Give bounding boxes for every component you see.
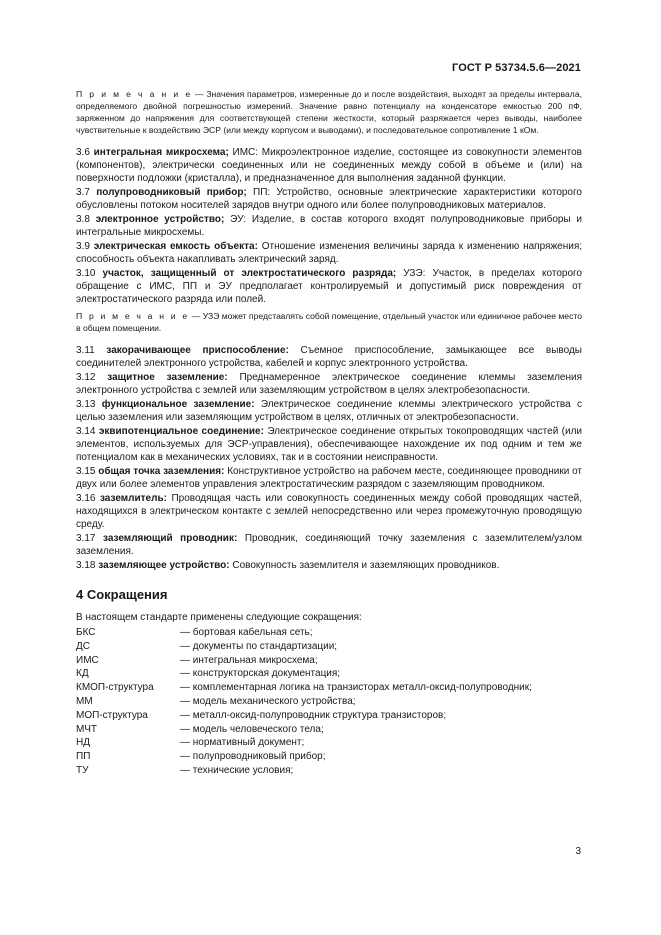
note-2	[76, 310, 582, 334]
abbreviation-row	[76, 736, 532, 750]
definition-item	[76, 465, 582, 491]
abbreviation-row	[76, 654, 532, 668]
abbreviation: КМОП-структура	[76, 682, 154, 694]
abbreviation-row	[76, 695, 532, 709]
definition-text: ЭУ: Изделие, в состав которого входят полупроводниковые приборы и интегральные микросхемы.	[76, 214, 582, 238]
definition-text: Совокупность заземлителя и заземляющих проводников.	[229, 560, 500, 571]
definition-number: 3.16	[76, 493, 96, 504]
note-label: П р и м е ч а н и е	[76, 89, 193, 99]
definition-term: заземляющее устройство:	[98, 560, 230, 571]
definition-text: Отношение изменения величины заряда к изменению напряжения; способность объекта накапливать электрический заряд.	[76, 241, 583, 265]
note-label: П р и м е ч а н и е	[76, 311, 190, 321]
document-id: ГОСТ Р 53734.5.6—2021	[452, 62, 581, 74]
abbreviation-row	[76, 750, 532, 764]
abbreviation-description: — интегральная микросхема;	[180, 654, 318, 666]
abbreviation-description: — металл-оксид-полупроводник структура транзисторов;	[180, 709, 447, 721]
abbreviation: НД	[76, 737, 90, 749]
definition-term: закорачивающее приспособление:	[106, 345, 289, 356]
definition-number: 3.13	[76, 399, 96, 410]
definition-term: эквипотенциальное соединение:	[98, 426, 264, 437]
definition-item	[76, 186, 582, 212]
abbreviation-row	[76, 723, 532, 737]
definition-term: общая точка заземления:	[98, 466, 225, 477]
definition-term: электрическая емкость объекта:	[93, 241, 258, 252]
abbreviation-description: — бортовая кабельная сеть;	[180, 627, 313, 638]
definition-text: Проводящая часть или совокупность соединенных между собой проводящих частей, находящихся в электрическом контакте с землей непосредственно или через промежуточную проводящую среду.	[76, 493, 582, 530]
definition-item	[76, 146, 582, 185]
definition-item	[76, 398, 582, 424]
definition-number: 3.8	[76, 214, 90, 225]
definition-number: 3.15	[76, 466, 96, 477]
definition-text: Электрическое соединение клеммы электрического устройства с целью заземления или заземляющим устройством в целях, отличных от электробезопасности.	[76, 399, 582, 423]
abbreviation: ТУ	[76, 764, 89, 776]
definition-term: интегральная микросхема;	[93, 147, 229, 158]
abbreviation-row	[76, 640, 532, 654]
definition-item	[76, 213, 582, 239]
abbreviation-description: — полупроводниковый прибор;	[180, 751, 326, 763]
definition-number: 3.9	[76, 241, 90, 252]
abbreviation: БКС	[76, 627, 96, 638]
abbreviation: ММ	[76, 695, 93, 707]
definition-item	[76, 492, 582, 531]
section-title: 4 Сокращения	[76, 587, 168, 602]
abbreviation: ПП	[76, 751, 91, 763]
abbreviation-row	[76, 667, 532, 681]
abbreviation-description: — комплементарная логика на транзисторах металл-оксид-полупроводник;	[180, 682, 532, 694]
definition-number: 3.17	[76, 533, 96, 544]
definition-term: участок, защищенный от электростатического разряда;	[102, 268, 397, 279]
definition-term: заземляющий проводник:	[103, 533, 238, 544]
definition-item	[76, 344, 582, 370]
definition-text: Электрическое соединение открытых токопроводящих частей (или элементов, используемых для ЭСР-управления), обеспечивающее нахождение их под одним и тем же потенциалом как в механических условиях, так и в состоянии неисправности.	[76, 426, 583, 463]
note-text: — Значения параметров, измеренные до и после воздействия, выходят за пределы интервала, определяемого двойной погрешностью измерений. Значение равно потенциалу на конденсаторе емкостью 200 пФ, заряженном до напряжения для соответствующей степени жесткости, который разряжается через выводы, наиболее чувствительные к воздействию ЭСР (или между корпусом и выводами), и последовательное сопротивление 1 кОм.	[76, 89, 582, 135]
definition-number: 3.10	[76, 268, 96, 279]
abbreviation-description: — конструкторская документация;	[180, 668, 341, 680]
definition-term: полупроводниковый прибор;	[96, 187, 247, 198]
definition-item	[76, 240, 582, 266]
definition-text: Преднамеренное электрическое соединение клеммы заземления электронного устройства с землей или заземляющим устройством в целях электробезопасности.	[76, 372, 583, 396]
definition-term: функциональное заземление:	[101, 399, 255, 410]
definitions-list-1	[76, 146, 582, 306]
page-number: 3	[575, 846, 581, 857]
abbreviation-row	[76, 709, 532, 723]
abbreviation-description: — технические условия;	[180, 764, 294, 776]
definition-number: 3.18	[76, 560, 96, 571]
definition-item	[76, 371, 582, 397]
definition-text: Съемное приспособление, замыкающее все выводы соединителей электронного устройства, кабелей и корпус электронного устройства.	[76, 345, 582, 369]
page-content	[76, 88, 582, 778]
definition-text: Конструктивное устройство на рабочем месте, соединяющее проводники от двух или более элементов управления электростатическим разрядом с заземляющим проводником.	[76, 466, 583, 490]
abbreviation: МЧТ	[76, 723, 97, 735]
abbreviation: МОП-структура	[76, 709, 148, 721]
note-text: — УЗЭ может представлять собой помещение, отдельный участок или единичное рабочее место в общем помещении.	[76, 311, 582, 333]
definition-number: 3.11	[76, 345, 95, 356]
note-1	[76, 88, 582, 136]
abbreviations-table	[76, 626, 532, 778]
abbreviation-description: — нормативный документ;	[180, 737, 305, 749]
definition-number: 3.7	[76, 187, 90, 198]
definition-text: ПП: Устройство, основные электрические характеристики которого обусловлены потоком носителей зарядов внутри одного или более полупроводниковых материалов.	[76, 187, 582, 211]
definition-text: УЗЭ: Участок, в пределах которого обращение с ИМС, ПП и ЭУ предполагает контролируемый и допустимый риск повреждения от электростатического разряда или полей.	[76, 268, 582, 305]
definition-item	[76, 425, 582, 464]
definition-number: 3.6	[76, 147, 90, 158]
abbreviation-description: — модель механического устройства;	[180, 695, 356, 707]
definition-number: 3.12	[76, 372, 96, 383]
definition-item	[76, 559, 582, 572]
definition-text: Проводник, соединяющий точку заземления с заземлителем/узлом заземления.	[76, 533, 583, 557]
definition-term: заземлитель:	[99, 493, 167, 504]
definition-item	[76, 532, 582, 558]
abbreviation: КД	[76, 668, 89, 680]
abbreviation-description: — документы по стандартизации;	[180, 640, 338, 652]
abbreviation-row	[76, 764, 532, 778]
definition-item	[76, 267, 582, 306]
definition-term: защитное заземление:	[107, 372, 228, 383]
definition-number: 3.14	[76, 426, 96, 437]
definition-term: электронное устройство;	[95, 214, 225, 225]
abbreviation-row	[76, 681, 532, 695]
abbreviation-description: — модель человеческого тела;	[180, 723, 324, 735]
abbreviation: ИМС	[76, 654, 99, 666]
abbreviation: ДС	[76, 640, 90, 652]
section-intro: В настоящем стандарте применены следующие сокращения:	[76, 612, 362, 623]
abbreviation-row	[76, 626, 532, 640]
definitions-list-2	[76, 344, 582, 572]
definition-text: ИМС: Микроэлектронное изделие, состоящее из совокупности элементов (компонентов), электрически соединенных или не соединенных между собой в объеме и (или) на поверхности подложки (кристалла), и предназначенное для выполнения заданной функции.	[76, 147, 582, 184]
